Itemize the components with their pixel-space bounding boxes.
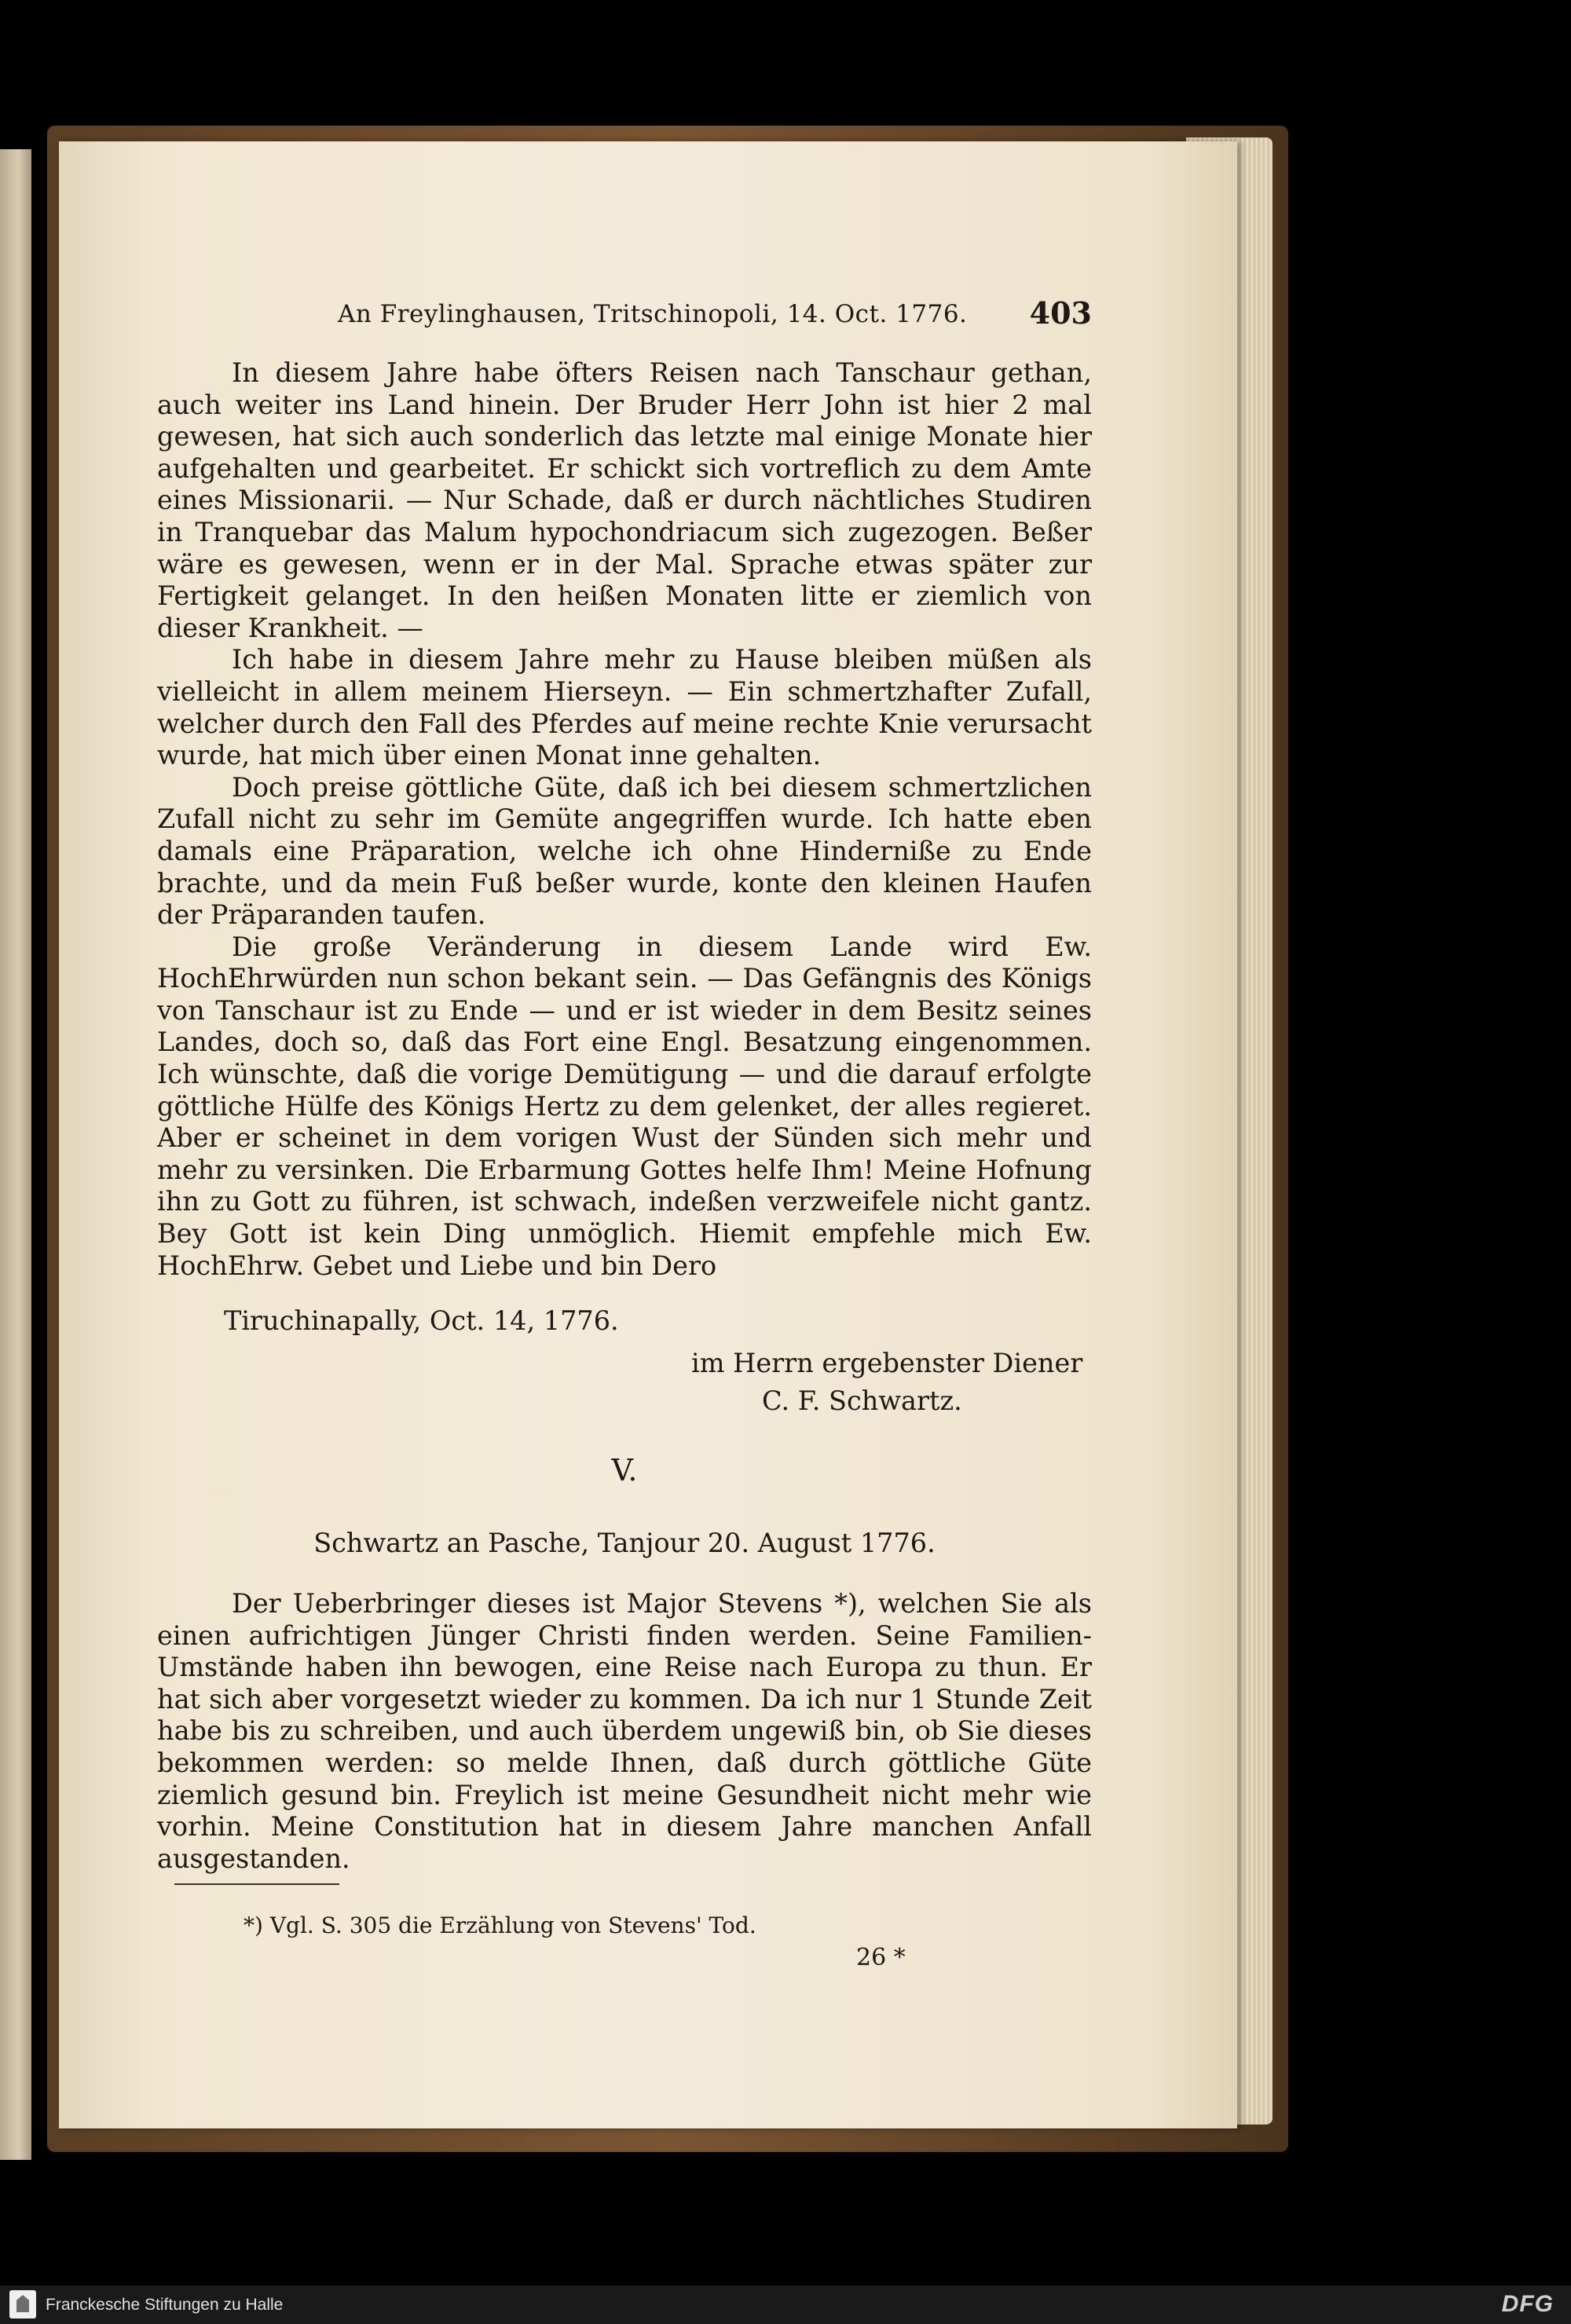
signature-mark: 26 * (856, 1944, 906, 1971)
dfg-logo: DFG (1501, 2291, 1554, 2317)
footnote-rule (174, 1883, 339, 1885)
section-number: V. (611, 1453, 638, 1488)
letter-1-signoff (157, 1304, 1092, 1418)
running-head (338, 291, 1092, 338)
section-title: Schwartz an Pasche, Tanjour 20. August 1776. (313, 1528, 936, 1558)
institution-logo-icon (9, 2290, 36, 2319)
paragraph: Der Ueberbringer dieses ist Major Stevens *), welchen Sie als einen aufrichtigen Jünger Christi finden werden. Seine Familien-Umstände haben ihn bewogen, eine Reise nach Europa zu thun. Er hat sich aber vorgesetzt wieder zu kommen. Da ich nur 1 Stunde Zeit habe bis zu schreiben, und auch überdem ungewiß bin, ob Sie dieses bekommen werden: so melde Ihnen, daß durch göttliche Güte ziemlich gesund bin. Freylich ist meine Gesundheit nicht mehr wie vorhin. Meine Constitution hat in diesem Jahre manchen Anfall ausgestanden. (157, 1588, 1092, 1874)
letter-2-body (157, 1588, 1092, 1875)
signer-name: C. F. Schwartz. (762, 1385, 962, 1416)
closing-formula: im Herrn ergebenster Diener (691, 1348, 1083, 1378)
footer-institution: Franckesche Stiftungen zu Halle (46, 2296, 284, 2314)
running-head-title: An Freylinghausen, Tritschinopoli, 14. Oct. 1776. (338, 300, 968, 328)
page-number: 403 (1029, 295, 1092, 331)
footnote: *) Vgl. S. 305 die Erzählung von Stevens' Tod. (244, 1912, 756, 1938)
letter-1-body (157, 357, 1092, 1282)
left-page-edge (0, 149, 31, 2160)
paragraph: Ich habe in diesem Jahre mehr zu Hause bleiben müßen als vielleicht in allem meinem Hierseyn. — Ein schmertzhafter Zufall, welcher durch den Fall des Pferdes auf meine rechte Knie verursacht wurde, hat mich über einen Monat inne gehalten. (157, 644, 1092, 771)
paragraph: Die große Veränderung in diesem Lande wird Ew. HochEhrwürden nun schon bekant sein. — Das Gefängnis des Königs von Tanschaur ist zu Ende — und er ist wieder in dem Besitz seines Landes, doch so, daß das Fort eine Engl. Besatzung eingenommen. Ich wünschte, daß die vorige Demütigung — und die darauf erfolgte göttliche Hülfe des Königs Hertz zu dem gelenket, der alles regieret. Aber er scheinet in dem vorigen Wust der Sünden sich mehr und mehr zu versinken. Die Erbarmung Gottes helfe Ihm! Meine Hofnung ihn zu Gott zu führen, ist schwach, indeßen verzweifele nicht gantz. Bey Gott ist kein Ding unmöglich. Hiemit empfehle mich Ew. HochEhrw. Gebet und Liebe und bin Dero (157, 931, 1092, 1281)
paragraph: In diesem Jahre habe öfters Reisen nach Tanschaur gethan, auch weiter ins Land hinein. Der Bruder Herr John ist hier 2 mal gewesen, hat sich auch sonderlich das letzte mal einige Monate hier aufgehalten und gearbeitet. Er schickt sich vortreflich zu dem Amte eines Missionarii. — Nur Schade, daß er durch nächtliches Studiren in Tranquebar das Malum hypochondriacum sich zugezogen. Beßer wäre es gewesen, wenn er in der Mal. Sprache etwas später zur Fertigkeit gelanget. In den heißen Monaten litte er ziemlich von dieser Krankheit. — (157, 357, 1092, 643)
place-date: Tiruchinapally, Oct. 14, 1776. (224, 1305, 619, 1336)
paragraph: Doch preise göttliche Güte, daß ich bei diesem schmertzlichen Zufall nicht zu sehr im Gemüte angegriffen wurde. Ich hatte eben damals eine Präparation, welche ich ohne Hinderniße zu Ende brachte, und da mein Fuß beßer wurde, konte den kleinen Haufen der Präparanden taufen. (157, 771, 1092, 931)
